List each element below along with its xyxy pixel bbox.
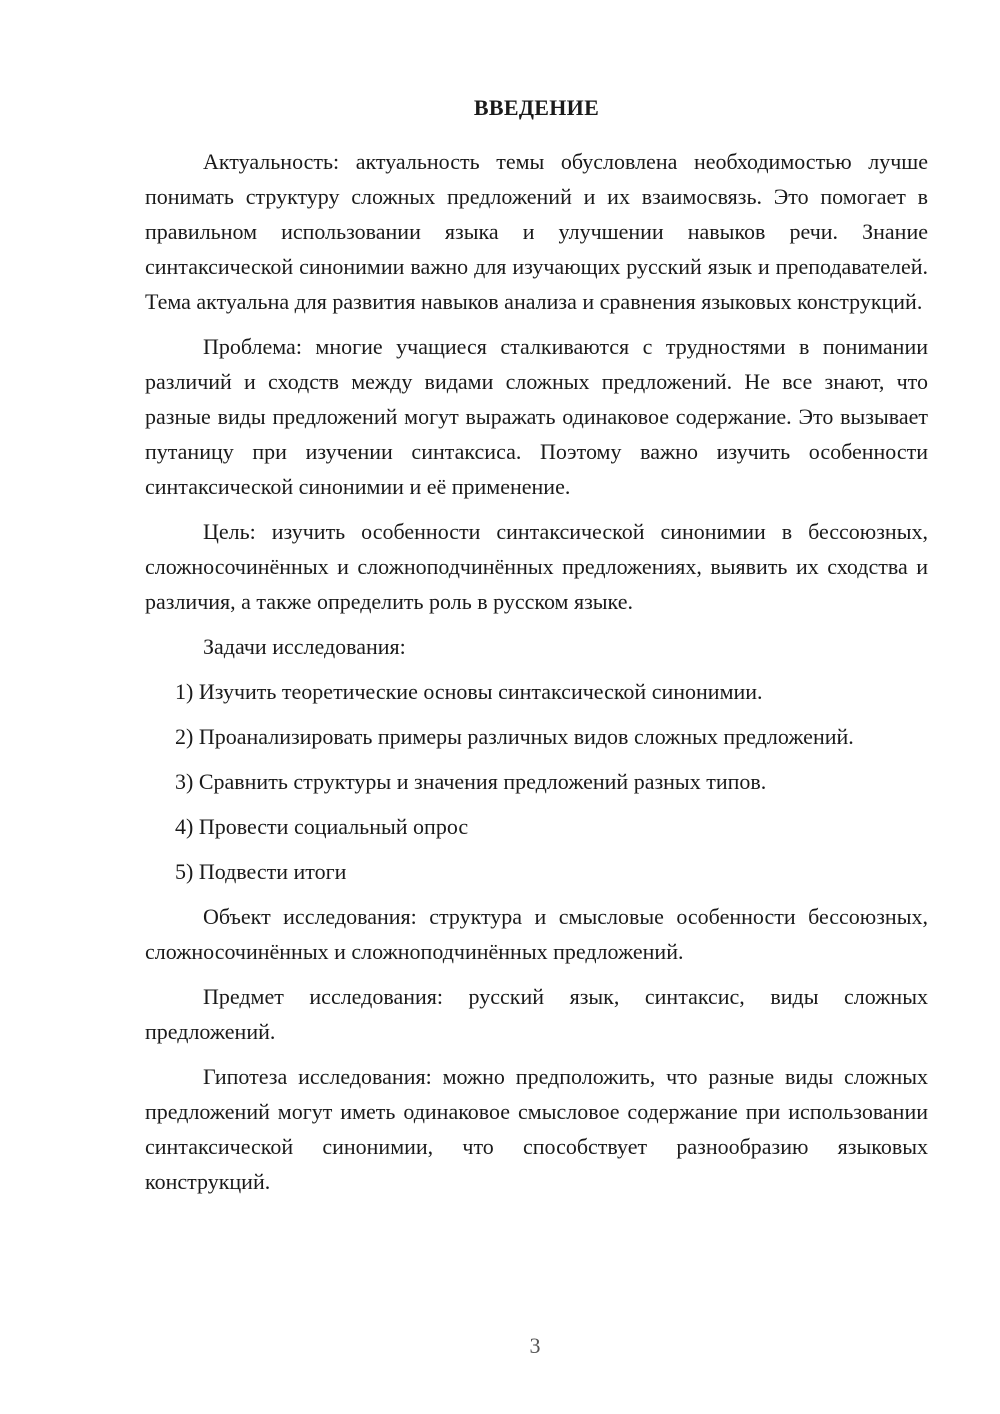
task-item-3: 3) Сравнить структуры и значения предложений разных типов.	[175, 769, 767, 794]
relevance-paragraph: Актуальность: актуальность темы обусловлена необходимостью лучше понимать структуру сложных предложений и их взаимосвязь. Это помогает в правильном использовании языка и улучшении навыков речи. Знание синтаксической синонимии важно для изучающих русский язык и преподавателей. Тема актуальна для развития навыков анализа и сравнения языковых конструкций.	[145, 149, 928, 314]
problem-paragraph: Проблема: многие учащиеся сталкиваются с трудностями в понимании различий и сходств между видами сложных предложений. Не все знают, что разные виды предложений могут выражать одинаковое содержание. Это вызывает путаницу при изучении синтаксиса. Поэтому важно изучить особенности синтаксической синонимии и её применение.	[145, 334, 928, 499]
subject-paragraph: Предмет исследования: русский язык, синтаксис, виды сложных предложений.	[145, 984, 928, 1044]
task-item-4: 4) Провести социальный опрос	[175, 814, 469, 839]
hypothesis-paragraph: Гипотеза исследования: можно предположить, что разные виды сложных предложений могут иметь одинаковое смысловое содержание при использовании синтаксической синонимии, что способствует разнообразию языковых конструкций.	[145, 1064, 928, 1194]
object-paragraph: Объект исследования: структура и смысловые особенности бессоюзных, сложносочинённых и сложноподчинённых предложений.	[145, 904, 928, 964]
tasks-heading: Задачи исследования:	[203, 634, 406, 659]
document-page	[145, 92, 928, 1209]
task-item-1: 1) Изучить теоретические основы синтаксической синонимии.	[175, 679, 763, 704]
section-title: ВВЕДЕНИЕ	[473, 95, 600, 120]
task-item-2: 2) Проанализировать примеры различных видов сложных предложений.	[175, 724, 854, 749]
goal-paragraph: Цель: изучить особенности синтаксической синонимии в бессоюзных, сложносочинённых и сложноподчинённых предложениях, выявить их сходства и различия, а также определить роль в русском языке.	[145, 519, 928, 614]
task-item-5: 5) Подвести итоги	[175, 859, 347, 884]
page-number: 3	[529, 1333, 541, 1358]
